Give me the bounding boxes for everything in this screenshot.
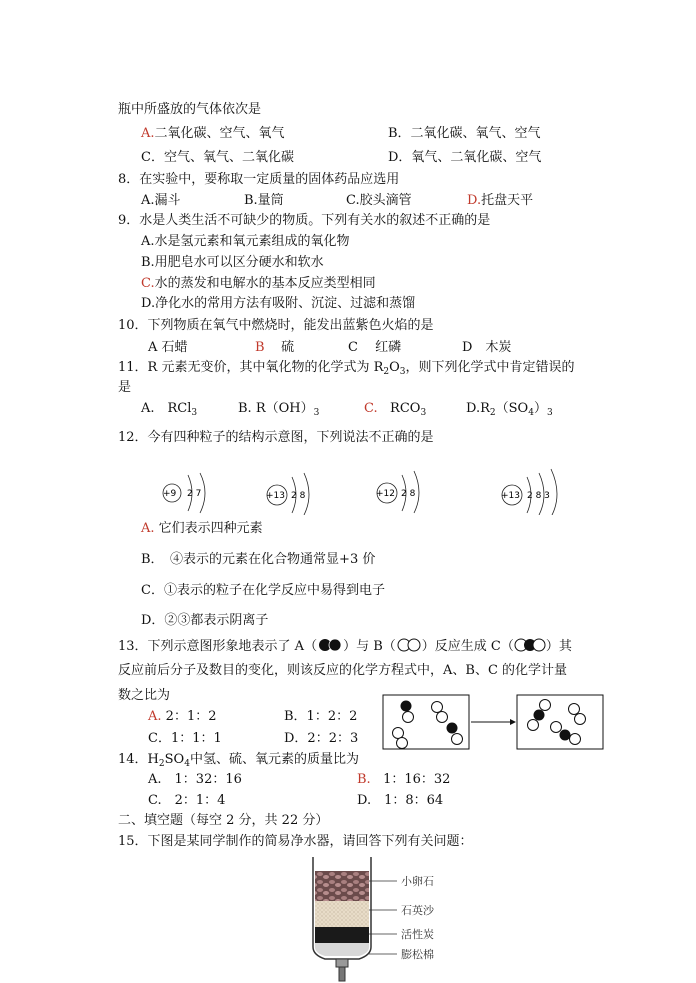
q9-option-c-letter: C. <box>141 276 155 291</box>
q12-option-a-letter: A. <box>141 521 155 536</box>
atom-3-nucleus: +12 <box>376 489 395 499</box>
q12-option-d: D．②③都表示阴离子 <box>141 613 269 628</box>
q14-option-b <box>357 772 450 788</box>
q8-option-a: A.漏斗 <box>141 193 181 208</box>
q13-option-a <box>148 709 217 725</box>
q8-option-b: B.量筒 <box>244 193 284 208</box>
q14-stem-c: 中氢、硫、氧元素的质量比为 <box>189 752 359 767</box>
q11-a-sub: 3 <box>191 408 198 418</box>
q11-d-a: D.R <box>466 401 490 416</box>
q13-line1-b: ）与 B（ <box>343 639 396 654</box>
atom-4-nucleus: +13 <box>501 491 520 501</box>
q10-option-b-text: 硫 <box>281 340 295 355</box>
label-pebbles: 小卵石 <box>401 875 434 888</box>
q11-o: O <box>389 360 400 375</box>
atom-4-shells: 2 8 3 <box>527 491 550 501</box>
q11-d-c: ） <box>533 401 547 416</box>
q9-option-c-text: 水的蒸发和电解水的基本反应类型相同 <box>154 276 376 291</box>
q11-stem-b: ，则下列化学式中肯定错误的 <box>405 360 575 375</box>
q7-option-d: D．氧气、二氧化碳、空气 <box>388 150 542 165</box>
q14-option-b-letter: B. <box>357 772 371 787</box>
atom-1-shells: 2 7 <box>187 489 202 499</box>
q13-option-a-letter: A. <box>148 709 162 724</box>
intro-line: 瓶中所盛放的气体依次是 <box>118 102 262 117</box>
q14-sub-4: 4 <box>184 759 190 769</box>
q14-stem-b: SO <box>164 752 185 767</box>
q13-option-d: D．2：2：3 <box>284 731 359 746</box>
atom-diagram-1 <box>163 473 205 513</box>
q14-sub-2: 2 <box>158 759 165 769</box>
q11-stem-a: 11．R 元素无变价，其中氧化物的化学式为 R <box>118 360 384 375</box>
label-quartz-sand: 石英沙 <box>401 904 434 917</box>
q12-stem: 12．今有四种粒子的结构示意图，下列说法不正确的是 <box>118 430 434 445</box>
q11-c-letter: C. <box>364 401 378 416</box>
q7-option-c: C．空气、氧气、二氧化碳 <box>141 150 294 165</box>
q13-line1 <box>118 638 572 655</box>
q10-option-a: A 石蜡 <box>148 340 188 355</box>
atom-diagram-2 <box>266 473 309 515</box>
q13-line2: 反应前后分子及数目的变化，则该反应的化学方程式中，A、B、C 的化学计量 <box>118 663 568 678</box>
q9-option-b: B.用肥皂水可以区分硬水和软水 <box>141 255 324 270</box>
q10-option-d: D 木炭 <box>462 340 512 355</box>
quartz-sand-layer <box>315 901 369 927</box>
water-purifier-diagram <box>305 855 485 983</box>
q11-a-text: A. RCl <box>141 401 192 416</box>
q9-stem: 9．水是人类生活不可缺少的物质。下列有关水的叙述不正确的是 <box>118 213 491 228</box>
q10-stem: 10．下列物质在氧气中燃烧时，能发出蓝紫色火焰的是 <box>118 318 434 333</box>
q12-option-c: C．①表示的粒子在化学反应中易得到电子 <box>141 583 385 598</box>
q8-option-c: C.胶头滴管 <box>346 193 412 208</box>
q13-line1-a: 13．下列示意图形象地表示了 A（ <box>118 639 318 654</box>
atom-diagram-4 <box>501 469 557 515</box>
q7-option-a <box>141 126 285 142</box>
q11-b-sub: 3 <box>313 408 320 418</box>
reaction-arrowhead <box>510 719 516 725</box>
q14-option-a: A. 1：32：16 <box>148 772 242 787</box>
q7-option-a-letter: A. <box>141 126 155 141</box>
q11-option-c <box>364 401 426 421</box>
q12-option-a <box>141 521 263 537</box>
cotton-layer <box>315 943 369 956</box>
q12-option-a-text: 它们表示四种元素 <box>158 521 263 536</box>
atom-1-nucleus: +9 <box>163 489 177 499</box>
q11-sub-3: 3 <box>399 367 406 377</box>
q13-option-b: B．1：2：2 <box>284 709 358 724</box>
q13-option-c: C．1：1：1 <box>148 731 222 746</box>
q11-b-text: B. R（OH） <box>238 401 314 416</box>
q11-c-sub: 3 <box>420 408 427 418</box>
pebble-layer <box>315 871 369 901</box>
q14-option-b-text: 1：16：32 <box>383 772 451 787</box>
q13-line1-d: ）其 <box>545 639 572 654</box>
q11-option-d <box>466 401 553 421</box>
q15-stem: 15．下图是某同学制作的简易净水器，请回答下列有关问题： <box>118 834 473 849</box>
q8-option-d-letter: D. <box>467 193 482 208</box>
atom-structure-diagrams <box>150 465 590 515</box>
q11-d-sub3: 3 <box>546 408 553 418</box>
atom-2-shells: 2 8 <box>291 491 306 501</box>
q11-stem <box>118 360 575 380</box>
q10-option-c: C 红磷 <box>348 340 402 355</box>
molecule-a-icon <box>317 638 343 652</box>
q11-option-b <box>238 401 319 421</box>
outlet-nozzle <box>336 959 348 967</box>
q11-c-text: RCO <box>390 401 421 416</box>
outlet-tube <box>339 967 345 981</box>
q9-option-a: A.水是氢元素和氧元素组成的氧化物 <box>141 234 350 249</box>
q11-stem-tail: 是 <box>118 380 132 395</box>
q12-option-b: B． ④表示的元素在化合物通常显+3 价 <box>141 552 376 567</box>
q8-stem: 8．在实验中，要称取一定质量的固体药品应选用 <box>118 172 400 187</box>
q9-option-c <box>141 276 376 292</box>
q14-stem <box>118 752 359 772</box>
q13-option-a-text: 2：1：2 <box>165 709 217 724</box>
q10-option-b-letter: B <box>255 340 265 355</box>
q10-option-b <box>255 340 294 356</box>
reaction-diagram <box>382 694 604 752</box>
q11-d-sub1: 2 <box>489 408 496 418</box>
atom-2-nucleus: +13 <box>266 491 285 501</box>
q13-line3: 数之比为 <box>118 688 171 703</box>
molecule-c-icon <box>514 638 546 652</box>
activated-carbon-layer <box>315 927 369 943</box>
q14-stem-a: 14．H <box>118 752 159 767</box>
q11-sub-2: 2 <box>383 367 390 377</box>
atom-diagram-3 <box>376 471 419 513</box>
q8-option-d <box>467 193 533 209</box>
label-cotton: 膨松棉 <box>401 948 434 961</box>
q13-line1-c: ）反应生成 C（ <box>421 639 514 654</box>
q11-d-b: （SO <box>495 401 529 416</box>
q14-option-d: D. 1：8：64 <box>357 793 444 808</box>
q11-d-sub2: 4 <box>528 408 534 418</box>
q7-option-a-text: 二氧化碳、空气、氧气 <box>154 126 285 141</box>
atom-3-shells: 2 8 <box>401 489 416 499</box>
q9-option-d: D.净化水的常用方法有吸附、沉淀、过滤和蒸馏 <box>141 296 416 311</box>
section-2-heading: 二、填空题（每空 2 分，共 22 分） <box>118 813 329 828</box>
q14-option-c: C. 2：1：4 <box>148 793 226 808</box>
q7-option-b: B．二氧化碳、氧气、空气 <box>388 126 541 141</box>
label-activated-carbon: 活性炭 <box>401 928 434 941</box>
q11-option-a <box>141 401 197 421</box>
molecule-b-icon <box>396 638 422 652</box>
q8-option-d-text: 托盘天平 <box>481 193 534 208</box>
